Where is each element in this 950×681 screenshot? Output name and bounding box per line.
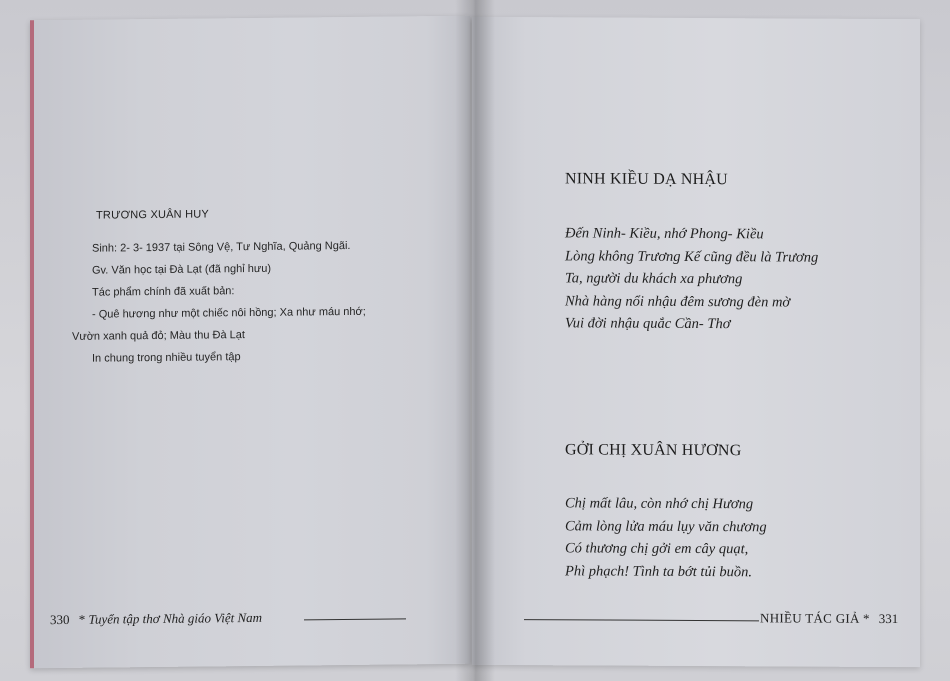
poem-line: Cảm lòng lửa máu lụy văn chương (565, 517, 767, 535)
right-page (472, 17, 920, 667)
poem-line: Lòng không Trương Kế cũng đều là Trương (565, 247, 819, 266)
left-page (30, 16, 470, 669)
poem-1 (565, 222, 818, 336)
left-page-number: 330 (50, 611, 70, 628)
poem-line: Nhà hàng nổi nhậu đêm sương đèn mờ (565, 292, 791, 310)
bio-line-works-1: - Quê hương như một chiếc nôi hồng; Xa như máu nhớ; (92, 305, 366, 321)
bio-line-birth: Sinh: 2- 3- 1937 tại Sông Vệ, Tư Nghĩa, Quảng Ngãi. (92, 239, 351, 255)
left-footer-separator: * (78, 611, 86, 627)
anthology-label: NHIỀU TÁC GIẢ (760, 610, 860, 626)
poem-2 (565, 492, 767, 583)
left-page-footer (50, 610, 262, 628)
poem-title-2: GỞI CHỊ XUÂN HƯƠNG (565, 441, 742, 460)
bio-line-works-heading: Tác phẩm chính đã xuất bản: (92, 285, 235, 299)
book-title: Tuyển tập thơ Nhà giáo Việt Nam (88, 609, 263, 627)
poem-line: Đến Ninh- Kiều, nhớ Phong- Kiều (565, 225, 764, 243)
author-bio (72, 234, 452, 370)
bio-line-anthologies: In chung trong nhiều tuyển tập (92, 351, 241, 365)
poem-title-1: NINH KIỀU DẠ NHẬU (565, 170, 728, 189)
poem-line: Vui đời nhậu quắc Cần- Thơ (565, 315, 731, 333)
poem-line: Có thương chị gởi em cây quạt, (565, 540, 749, 558)
right-page-footer (760, 610, 898, 627)
poem-line: Ta, người du khách xa phương (565, 270, 743, 288)
bio-line-career: Gv. Văn học tại Đà Lạt (đã nghỉ hưu) (92, 262, 271, 277)
right-footer-rule (524, 619, 759, 621)
right-footer-separator: * (862, 610, 870, 626)
right-page-number: 331 (878, 610, 899, 627)
author-name: TRƯƠNG XUÂN HUY (96, 208, 209, 222)
poem-line: Phì phạch! Tình ta bớt tủi buồn. (565, 562, 752, 580)
left-footer-rule (304, 618, 406, 620)
poem-line: Chị mất lâu, còn nhớ chị Hương (565, 495, 754, 513)
bio-line-works-2: Vườn xanh quả đỏ; Màu thu Đà Lạt (72, 329, 245, 343)
